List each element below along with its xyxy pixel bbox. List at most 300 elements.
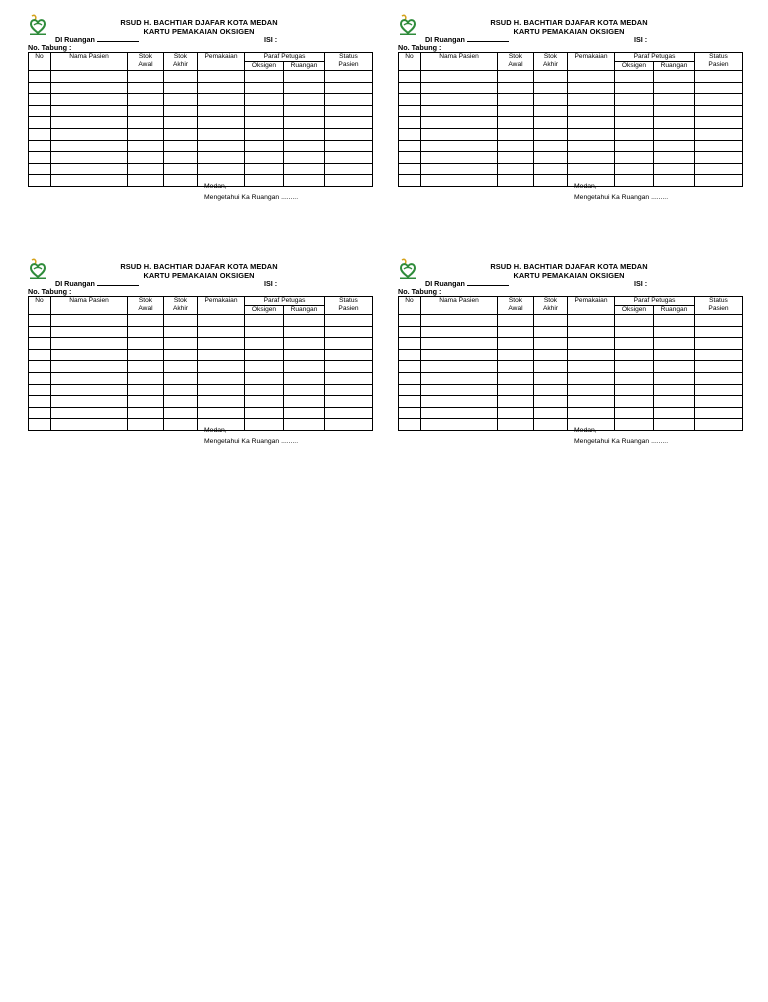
table-cell <box>568 338 615 350</box>
table-cell <box>51 117 128 129</box>
table-cell <box>695 163 743 175</box>
col-stok-awal: Stok Awal <box>498 53 534 71</box>
table-cell <box>568 372 615 384</box>
table-row <box>29 407 373 419</box>
col-stok-awal: Stok Awal <box>128 297 164 315</box>
table-cell <box>164 163 198 175</box>
table-cell <box>654 105 695 117</box>
table-cell <box>245 163 284 175</box>
table-cell <box>498 372 534 384</box>
table-cell <box>325 338 373 350</box>
table-cell <box>695 94 743 106</box>
table-row <box>29 175 373 187</box>
table-cell <box>654 128 695 140</box>
table-body <box>399 315 743 431</box>
table-cell <box>51 140 128 152</box>
table-cell <box>325 163 373 175</box>
table-row <box>399 140 743 152</box>
table-cell <box>29 338 51 350</box>
col-ruangan: Ruangan <box>284 62 325 71</box>
table-cell <box>615 163 654 175</box>
table-cell <box>534 105 568 117</box>
table-cell <box>164 361 198 373</box>
table-cell <box>498 128 534 140</box>
table-cell <box>245 152 284 164</box>
col-stok-akhir: Stok Akhir <box>164 297 198 315</box>
col-pemakaian: Pemakaian <box>568 297 615 315</box>
table-cell <box>399 315 421 327</box>
table-cell <box>568 71 615 83</box>
table-cell <box>498 384 534 396</box>
table-cell <box>399 361 421 373</box>
ruangan-blank <box>467 279 509 286</box>
table-cell <box>695 396 743 408</box>
ruangan-label: DI Ruangan <box>425 35 465 44</box>
table-cell <box>29 105 51 117</box>
table-cell <box>615 128 654 140</box>
table-cell <box>164 94 198 106</box>
table-cell <box>695 315 743 327</box>
table-cell <box>128 140 164 152</box>
table-cell <box>498 315 534 327</box>
table-cell <box>534 140 568 152</box>
table-cell <box>245 175 284 187</box>
table-row <box>29 372 373 384</box>
table-cell <box>399 140 421 152</box>
table-cell <box>51 372 128 384</box>
table-row <box>29 326 373 338</box>
col-pemakaian: Pemakaian <box>198 53 245 71</box>
table-cell <box>284 140 325 152</box>
table-cell <box>284 396 325 408</box>
table-cell <box>29 128 51 140</box>
table-cell <box>695 361 743 373</box>
table-cell <box>128 94 164 106</box>
table-cell <box>498 349 534 361</box>
col-paraf-petugas: Paraf Petugas <box>245 297 325 306</box>
table-cell <box>568 82 615 94</box>
table-cell <box>421 163 498 175</box>
table-cell <box>399 419 421 431</box>
table-cell <box>29 175 51 187</box>
usage-table <box>28 296 373 431</box>
table-cell <box>164 140 198 152</box>
col-ruangan: Ruangan <box>284 306 325 315</box>
table-cell <box>164 384 198 396</box>
table-cell <box>654 349 695 361</box>
table-cell <box>534 326 568 338</box>
table-cell <box>245 71 284 83</box>
table-cell <box>164 71 198 83</box>
table-cell <box>284 94 325 106</box>
table-row <box>399 372 743 384</box>
table-cell <box>51 326 128 338</box>
table-cell <box>198 163 245 175</box>
table-cell <box>164 372 198 384</box>
isi-label: ISI : <box>264 279 278 288</box>
table-cell <box>284 128 325 140</box>
col-nama-pasien: Nama Pasien <box>51 53 128 71</box>
card-title: KARTU PEMAKAIAN OKSIGEN <box>143 271 255 280</box>
table-cell <box>654 163 695 175</box>
table-cell <box>654 326 695 338</box>
table-cell <box>128 71 164 83</box>
table-cell <box>29 94 51 106</box>
table-cell <box>399 372 421 384</box>
card-title: KARTU PEMAKAIAN OKSIGEN <box>513 27 625 36</box>
table-cell <box>615 140 654 152</box>
hospital-logo-icon <box>398 258 418 280</box>
table-cell <box>498 140 534 152</box>
table-cell <box>399 152 421 164</box>
table-cell <box>695 419 743 431</box>
table-row <box>399 407 743 419</box>
table-cell <box>325 152 373 164</box>
isi-label: ISI : <box>264 35 278 44</box>
table-cell <box>534 117 568 129</box>
table-cell <box>654 361 695 373</box>
col-ruangan: Ruangan <box>654 306 695 315</box>
table-row <box>29 315 373 327</box>
table-cell <box>198 117 245 129</box>
table-cell <box>51 82 128 94</box>
table-cell <box>284 152 325 164</box>
table-row <box>399 71 743 83</box>
table-cell <box>245 396 284 408</box>
table-cell <box>164 82 198 94</box>
table-cell <box>695 117 743 129</box>
table-cell <box>51 175 128 187</box>
table-cell <box>325 407 373 419</box>
table-cell <box>29 361 51 373</box>
table-row <box>29 94 373 106</box>
table-row <box>399 152 743 164</box>
table-cell <box>615 117 654 129</box>
table-row <box>29 384 373 396</box>
ruangan-label: DI Ruangan <box>55 279 95 288</box>
card-title: KARTU PEMAKAIAN OKSIGEN <box>143 27 255 36</box>
table-cell <box>568 315 615 327</box>
table-cell <box>51 396 128 408</box>
table-cell <box>399 82 421 94</box>
table-cell <box>399 349 421 361</box>
table-cell <box>284 361 325 373</box>
table-cell <box>29 396 51 408</box>
table-cell <box>29 82 51 94</box>
col-oksigen: Oksigen <box>615 62 654 71</box>
table-cell <box>498 396 534 408</box>
table-cell <box>654 140 695 152</box>
table-cell <box>284 372 325 384</box>
tabung-label: No. Tabung : <box>28 43 72 52</box>
col-stok-akhir: Stok Akhir <box>164 53 198 71</box>
table-cell <box>51 105 128 117</box>
table-cell <box>568 396 615 408</box>
table-cell <box>51 407 128 419</box>
table-cell <box>51 94 128 106</box>
table-cell <box>399 128 421 140</box>
table-cell <box>164 407 198 419</box>
table-cell <box>654 419 695 431</box>
table-cell <box>245 128 284 140</box>
table-cell <box>164 326 198 338</box>
table-cell <box>51 163 128 175</box>
table-cell <box>615 105 654 117</box>
sign-medan: Medan, <box>574 183 597 190</box>
col-pemakaian: Pemakaian <box>568 53 615 71</box>
table-cell <box>198 140 245 152</box>
col-oksigen: Oksigen <box>245 306 284 315</box>
table-cell <box>325 326 373 338</box>
table-cell <box>421 326 498 338</box>
table-cell <box>654 338 695 350</box>
table-cell <box>29 372 51 384</box>
table-cell <box>498 326 534 338</box>
table-cell <box>198 128 245 140</box>
tabung-label: No. Tabung : <box>398 43 442 52</box>
table-cell <box>245 105 284 117</box>
table-cell <box>245 315 284 327</box>
table-cell <box>534 396 568 408</box>
table-cell <box>284 326 325 338</box>
table-cell <box>164 152 198 164</box>
table-row <box>399 94 743 106</box>
col-paraf-petugas: Paraf Petugas <box>615 53 695 62</box>
table-cell <box>198 407 245 419</box>
table-cell <box>498 338 534 350</box>
table-cell <box>534 163 568 175</box>
table-row <box>29 163 373 175</box>
table-cell <box>51 349 128 361</box>
table-row <box>399 315 743 327</box>
table-cell <box>399 71 421 83</box>
ruangan-label: DI Ruangan <box>425 279 465 288</box>
col-oksigen: Oksigen <box>615 306 654 315</box>
table-cell <box>164 105 198 117</box>
sign-mengetahui: Mengetahui Ka Ruangan ......... <box>574 194 669 201</box>
table-cell <box>128 315 164 327</box>
table-cell <box>198 105 245 117</box>
col-no: No <box>29 297 51 315</box>
table-cell <box>284 71 325 83</box>
col-stok-akhir: Stok Akhir <box>534 297 568 315</box>
table-cell <box>51 384 128 396</box>
table-cell <box>198 349 245 361</box>
table-cell <box>695 128 743 140</box>
usage-table <box>398 52 743 187</box>
table-cell <box>325 396 373 408</box>
table-row <box>399 163 743 175</box>
col-stok-awal: Stok Awal <box>498 297 534 315</box>
table-cell <box>245 326 284 338</box>
table-row <box>29 361 373 373</box>
table-cell <box>128 372 164 384</box>
table-cell <box>568 105 615 117</box>
hospital-name: RSUD H. BACHTIAR DJAFAR KOTA MEDAN <box>490 262 648 271</box>
table-cell <box>399 94 421 106</box>
table-cell <box>568 117 615 129</box>
table-cell <box>615 71 654 83</box>
table-cell <box>534 152 568 164</box>
table-cell <box>421 71 498 83</box>
table-cell <box>399 326 421 338</box>
table-cell <box>284 105 325 117</box>
table-cell <box>421 419 498 431</box>
ruangan-blank <box>97 35 139 42</box>
table-cell <box>399 384 421 396</box>
table-cell <box>198 326 245 338</box>
table-cell <box>421 338 498 350</box>
table-cell <box>198 315 245 327</box>
table-cell <box>399 105 421 117</box>
table-cell <box>498 117 534 129</box>
table-cell <box>615 175 654 187</box>
table-cell <box>51 71 128 83</box>
table-cell <box>284 175 325 187</box>
hospital-name: RSUD H. BACHTIAR DJAFAR KOTA MEDAN <box>120 18 278 27</box>
table-cell <box>245 140 284 152</box>
table-cell <box>498 71 534 83</box>
table-cell <box>245 338 284 350</box>
table-cell <box>534 315 568 327</box>
table-cell <box>128 396 164 408</box>
col-paraf-petugas: Paraf Petugas <box>615 297 695 306</box>
sign-mengetahui: Mengetahui Ka Ruangan ......... <box>574 438 669 445</box>
col-no: No <box>29 53 51 71</box>
col-status-pasien: Status Pasien <box>695 297 743 315</box>
table-row <box>29 349 373 361</box>
table-cell <box>421 396 498 408</box>
table-row <box>399 82 743 94</box>
table-cell <box>695 326 743 338</box>
table-cell <box>198 82 245 94</box>
table-row <box>399 175 743 187</box>
table-cell <box>568 152 615 164</box>
table-cell <box>29 152 51 164</box>
table-cell <box>654 117 695 129</box>
table-cell <box>128 361 164 373</box>
table-cell <box>128 326 164 338</box>
table-cell <box>198 372 245 384</box>
table-cell <box>128 105 164 117</box>
table-cell <box>51 338 128 350</box>
table-cell <box>615 94 654 106</box>
table-cell <box>615 349 654 361</box>
table-cell <box>421 372 498 384</box>
table-cell <box>128 349 164 361</box>
table-cell <box>51 419 128 431</box>
hospital-logo-icon <box>28 14 48 36</box>
table-cell <box>615 407 654 419</box>
table-cell <box>534 419 568 431</box>
table-cell <box>284 117 325 129</box>
col-paraf-petugas: Paraf Petugas <box>245 53 325 62</box>
table-cell <box>695 338 743 350</box>
table-cell <box>164 396 198 408</box>
table-cell <box>128 152 164 164</box>
table-row <box>29 71 373 83</box>
table-cell <box>695 407 743 419</box>
table-cell <box>284 407 325 419</box>
table-cell <box>568 128 615 140</box>
table-cell <box>568 94 615 106</box>
table-cell <box>615 315 654 327</box>
table-cell <box>615 326 654 338</box>
table-cell <box>695 372 743 384</box>
table-row <box>29 152 373 164</box>
hospital-name: RSUD H. BACHTIAR DJAFAR KOTA MEDAN <box>120 262 278 271</box>
table-cell <box>198 94 245 106</box>
table-cell <box>615 152 654 164</box>
table-body <box>399 71 743 187</box>
table-cell <box>325 105 373 117</box>
ruangan-blank <box>97 279 139 286</box>
table-row <box>29 140 373 152</box>
table-row <box>399 419 743 431</box>
table-cell <box>399 407 421 419</box>
tabung-label: No. Tabung : <box>398 287 442 296</box>
table-cell <box>654 71 695 83</box>
table-cell <box>421 315 498 327</box>
table-row <box>399 361 743 373</box>
table-cell <box>29 419 51 431</box>
table-cell <box>421 349 498 361</box>
table-cell <box>695 175 743 187</box>
col-stok-awal: Stok Awal <box>128 53 164 71</box>
table-cell <box>654 407 695 419</box>
table-cell <box>284 82 325 94</box>
table-cell <box>654 315 695 327</box>
table-cell <box>654 384 695 396</box>
table-cell <box>498 152 534 164</box>
table-cell <box>654 175 695 187</box>
table-cell <box>421 384 498 396</box>
table-cell <box>245 361 284 373</box>
col-oksigen: Oksigen <box>245 62 284 71</box>
table-cell <box>245 384 284 396</box>
table-cell <box>29 384 51 396</box>
table-cell <box>29 326 51 338</box>
table-cell <box>568 349 615 361</box>
table-cell <box>51 315 128 327</box>
sign-medan: Medan, <box>204 183 227 190</box>
table-cell <box>245 117 284 129</box>
table-cell <box>421 140 498 152</box>
hospital-logo-icon <box>398 14 418 36</box>
table-row <box>399 396 743 408</box>
table-cell <box>29 407 51 419</box>
table-cell <box>421 361 498 373</box>
hospital-logo-icon <box>28 258 48 280</box>
table-body <box>29 315 373 431</box>
table-cell <box>198 384 245 396</box>
col-status-pasien: Status Pasien <box>325 53 373 71</box>
table-cell <box>615 372 654 384</box>
table-cell <box>284 338 325 350</box>
hospital-name: RSUD H. BACHTIAR DJAFAR KOTA MEDAN <box>490 18 648 27</box>
sign-mengetahui: Mengetahui Ka Ruangan ......... <box>204 194 299 201</box>
table-cell <box>695 152 743 164</box>
col-no: No <box>399 297 421 315</box>
table-row <box>29 396 373 408</box>
col-status-pasien: Status Pasien <box>695 53 743 71</box>
col-ruangan: Ruangan <box>654 62 695 71</box>
table-cell <box>615 361 654 373</box>
table-cell <box>164 175 198 187</box>
table-row <box>399 384 743 396</box>
table-cell <box>534 338 568 350</box>
table-cell <box>128 338 164 350</box>
